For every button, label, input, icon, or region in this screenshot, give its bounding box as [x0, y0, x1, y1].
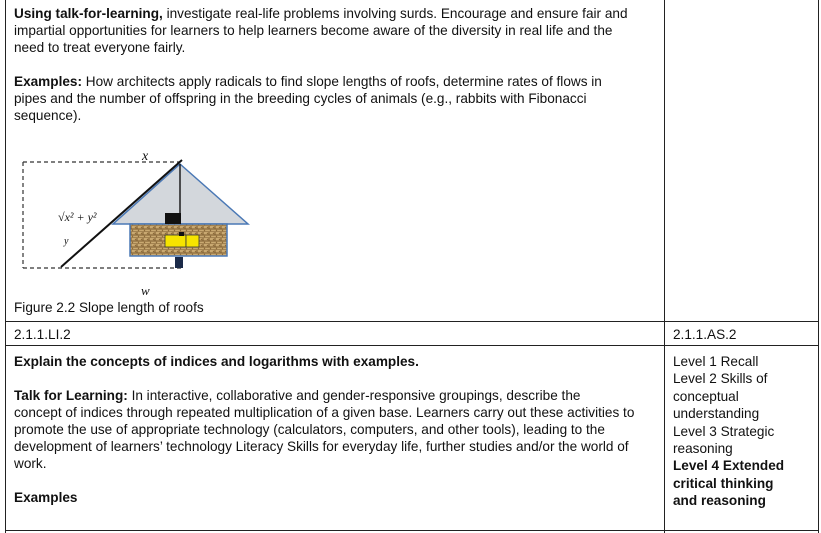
examples-label: Examples: [14, 74, 83, 89]
level-4-line: Level 4 Extended [673, 458, 785, 474]
window-divider [179, 232, 184, 236]
indicator-heading: Explain the concepts of indices and logarithms with examples. [14, 354, 419, 369]
w-label: w [141, 283, 150, 298]
level-line: conceptual [673, 388, 739, 404]
level-4-line: and reasoning [673, 493, 766, 509]
level-line: Level 2 Skills of [673, 371, 768, 387]
door [175, 257, 183, 268]
figure-caption: Figure 2.2 Slope length of roofs [14, 300, 204, 315]
row-divider-2 [5, 345, 819, 346]
talk-for-learning-label: Using talk-for-learning, [14, 6, 163, 21]
assessment-levels [673, 353, 817, 510]
level-line: reasoning [673, 441, 733, 457]
y-label: y [64, 236, 69, 247]
table-border-left [5, 0, 6, 533]
row-divider-1 [5, 321, 819, 322]
table-column-divider [664, 0, 665, 533]
row3-text [14, 353, 660, 506]
assessment-code: 2.1.1.AS.2 [673, 327, 737, 342]
table-border-bottom [5, 530, 819, 531]
table-border-right [818, 0, 819, 533]
level-line: understanding [673, 406, 760, 422]
level-line: Level 1 Recall [673, 354, 759, 369]
examples-paragraph: Examples: How architects apply radicals to find slope lengths of roofs, determine rates of flows in pipes and the number of offspring in the breeding cycles of animals (e.g., rabbits with Fibonacci sequence). [14, 74, 602, 123]
examples-heading: Examples [14, 490, 78, 505]
window-left [165, 235, 186, 247]
row1-text [14, 5, 660, 124]
indicator-code: 2.1.1.LI.2 [14, 327, 71, 342]
talk-for-learning-paragraph: Using talk-for-learning, investigate real-life problems involving surds. Encourage and ensure fair and impartial opportunities for learners to help learners become aware of the diversity in real life and the need to treat everyone fairly. [14, 6, 628, 55]
x-label: x [142, 149, 149, 164]
talk-for-learning-indices-paragraph: Talk for Learning: In interactive, collaborative and gender-responsive groupings, describe the concept of indices through repeated multiplication of a given base. Learners carry out these activities to promote the use of appropriate technology (calculators, computers, and other tools), leading to the development of learners’ technology Literacy Skills for everyday life, further studies and/or the world of work. [14, 388, 635, 471]
level-4-line: critical thinking [673, 475, 774, 491]
level-line: Level 3 Strategic [673, 423, 775, 439]
roof-slope-figure [14, 148, 264, 288]
chimney [165, 213, 181, 224]
window-right [186, 235, 199, 247]
hypotenuse-label: √x² + y² [58, 210, 97, 224]
talk-for-learning-indices-label: Talk for Learning: [14, 388, 128, 403]
